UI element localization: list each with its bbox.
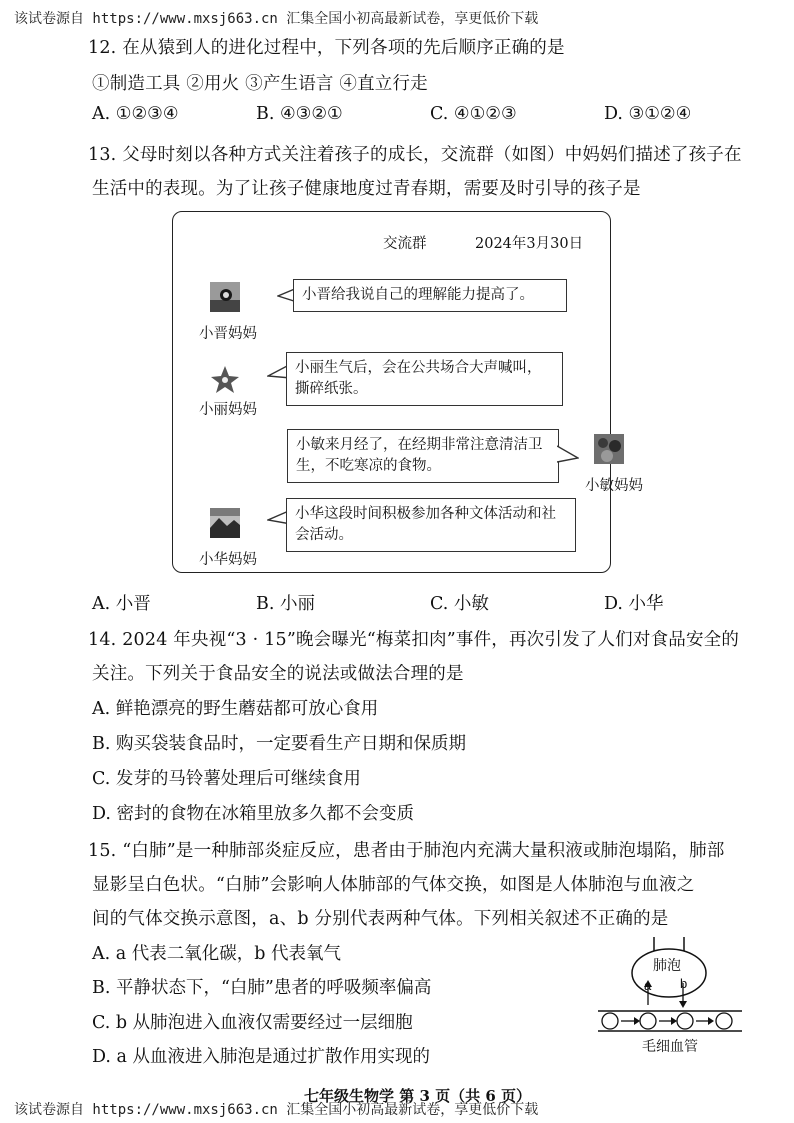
red-blood-cell — [716, 1013, 732, 1029]
q12-items: ①制造工具 ②用火 ③产生语言 ④直立行走 — [92, 74, 428, 94]
bubble-tail-3 — [557, 444, 579, 464]
avatar-xiaoli-mom-icon — [210, 364, 240, 394]
q15-option-c[interactable]: C. b 从肺泡进入血液仅需要经过一层细胞 — [92, 1013, 413, 1033]
chat-user-xiaomin-mom: 小敏妈妈 — [585, 478, 643, 494]
page-footer: 七年级生物学 第 3 页（共 6 页） — [304, 1087, 531, 1105]
q13-option-c[interactable]: C. 小敏 — [430, 594, 489, 614]
q15-option-d[interactable]: D. a 从血液进入肺泡是通过扩散作用实现的 — [92, 1047, 431, 1067]
q15-stem-line2: 显影呈白色状。“白肺”会影响人体肺部的气体交换，如图是人体肺泡与血液之 — [92, 875, 695, 895]
chat-message-xiaoli: 小丽生气后，会在公共场合大声喊叫，撕碎纸张。 — [286, 352, 563, 406]
q15-option-b[interactable]: B. 平静状态下，“白肺”患者的呼吸频率偏高 — [92, 978, 432, 998]
q14-stem-line1: 14. 2024 年央视“3 · 15”晚会曝光“梅菜扣肉”事件，再次引发了人们对食品安全的 — [88, 630, 740, 650]
q14-stem-line2: 关注。下列关于食品安全的说法或做法合理的是 — [92, 664, 464, 684]
chat-date: 2024年3月30日 — [475, 236, 584, 252]
avatar-xiaomin-mom-icon — [594, 434, 624, 464]
red-blood-cell — [602, 1013, 618, 1029]
q14-option-a[interactable]: A. 鲜艳漂亮的野生蘑菇都可放心食用 — [92, 699, 379, 719]
q15-stem-line3: 间的气体交换示意图，a、b 分别代表两种气体。下列相关叙述不正确的是 — [92, 909, 669, 929]
chat-message-xiaojin: 小晋给我说自己的理解能力提高了。 — [293, 279, 567, 312]
q12-option-c[interactable]: C. ④①②③ — [430, 104, 517, 124]
q14-option-d[interactable]: D. 密封的食物在冰箱里放多久都不会变质 — [92, 804, 415, 824]
q13-stem-line2: 生活中的表现。为了让孩子健康地度过青春期，需要及时引导的孩子是 — [92, 179, 641, 199]
chat-user-xiaojin-mom: 小晋妈妈 — [199, 326, 257, 342]
red-blood-cell — [677, 1013, 693, 1029]
q13-stem-line1: 13. 父母时刻以各种方式关注着孩子的成长，交流群（如图）中妈妈们描述了孩子在 — [88, 145, 742, 165]
chat-user-xiaohua-mom: 小华妈妈 — [199, 552, 257, 568]
q15-stem-line1: 15. “白肺”是一种肺部炎症反应，患者由于肺泡内充满大量积液或肺泡塌陷，肺部 — [88, 841, 725, 861]
chat-message-xiaohua: 小华这段时间积极参加各种文体活动和社会活动。 — [286, 498, 576, 552]
label-gas-b: b — [680, 976, 688, 991]
q12-option-b[interactable]: B. ④③②① — [256, 104, 343, 124]
q12-option-d[interactable]: D. ③①②④ — [604, 104, 692, 124]
q13-option-d[interactable]: D. 小华 — [604, 594, 664, 614]
chat-message-xiaomin: 小敏来月经了，在经期非常注意清洁卫生，不吃寒凉的食物。 — [287, 429, 559, 483]
q14-option-c[interactable]: C. 发芽的马铃薯处理后可继续食用 — [92, 769, 361, 789]
q12-stem: 12. 在从猿到人的进化过程中，下列各项的先后顺序正确的是 — [88, 38, 565, 58]
q14-option-b[interactable]: B. 购买袋装食品时，一定要看生产日期和保质期 — [92, 734, 466, 754]
avatar-xiaohua-mom-icon — [210, 508, 240, 538]
red-blood-cell — [640, 1013, 656, 1029]
watermark-bottom: 该试卷源自 https://www.mxsj663.cn 汇集全国小初高最新试卷，享更低价下载 — [14, 1102, 539, 1118]
chat-group-name: 交流群 — [383, 236, 427, 252]
q15-option-a[interactable]: A. a 代表二氧化碳，b 代表氧气 — [92, 944, 342, 964]
chat-user-xiaoli-mom: 小丽妈妈 — [199, 402, 257, 418]
watermark-top: 该试卷源自 https://www.mxsj663.cn 汇集全国小初高最新试卷，享更低价下载 — [14, 11, 539, 27]
label-alveolus: 肺泡 — [653, 958, 681, 974]
q12-option-a[interactable]: A. ①②③④ — [92, 104, 179, 124]
label-capillary: 毛细血管 — [642, 1039, 698, 1055]
label-gas-a: a — [644, 978, 652, 993]
chat-group-figure — [172, 211, 643, 573]
q13-option-b[interactable]: B. 小丽 — [256, 594, 315, 614]
avatar-xiaojin-mom-icon — [210, 282, 240, 312]
q13-option-a[interactable]: A. 小晋 — [92, 594, 151, 614]
alveolus-capillary-diagram — [596, 935, 746, 1060]
